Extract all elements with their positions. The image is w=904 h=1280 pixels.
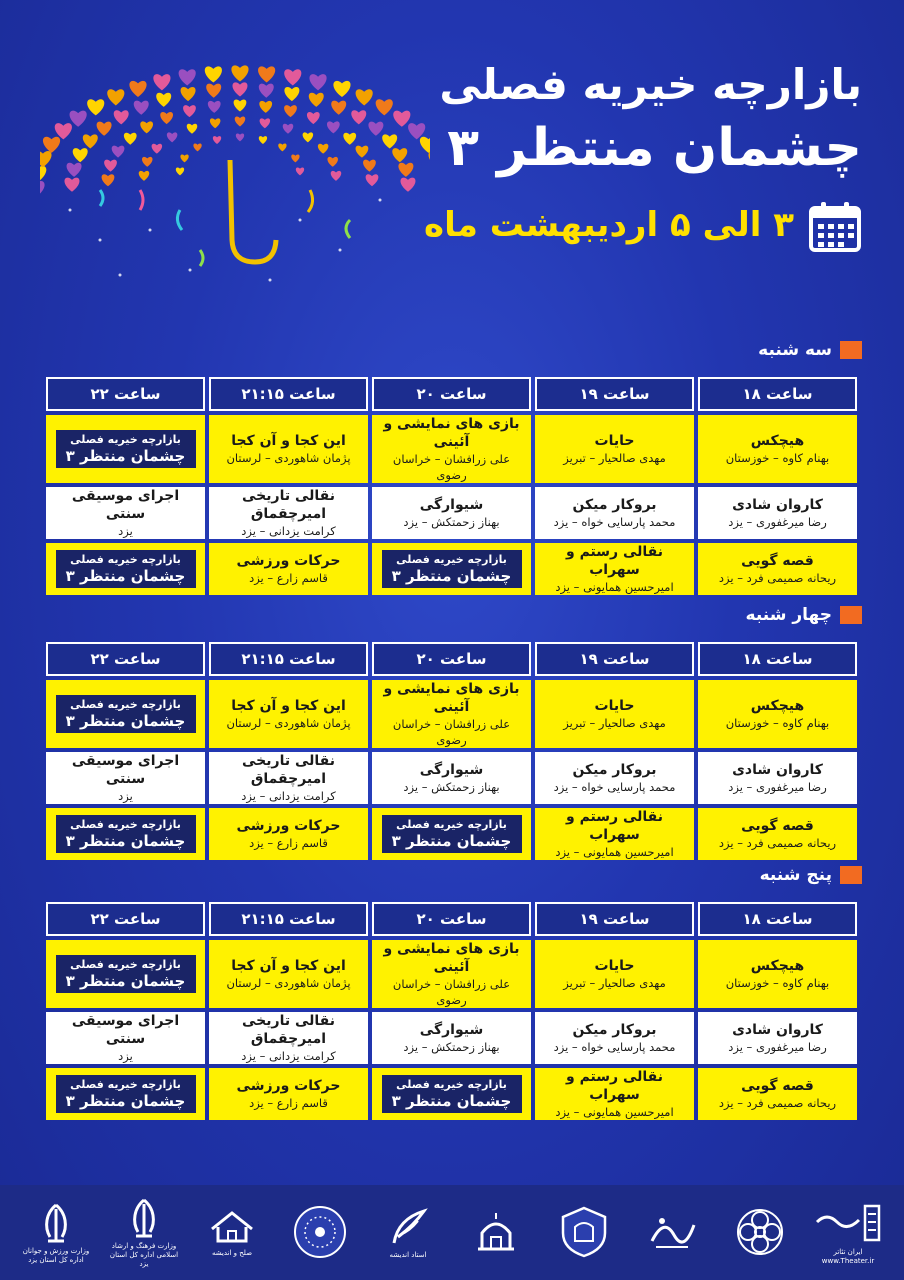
iran-emblem-icon bbox=[124, 1196, 164, 1240]
heart-shape bbox=[206, 84, 221, 98]
program-cell bbox=[209, 543, 368, 595]
program-title: بازی های نمایشی و آئینی bbox=[383, 681, 520, 715]
performer-info: پژمان شاهوردی – لرستان bbox=[226, 451, 351, 465]
program-title: قصه گویی bbox=[741, 818, 814, 834]
orange-marker bbox=[840, 606, 862, 624]
performer-info: پژمان شاهوردی – لرستان bbox=[226, 976, 351, 990]
bazaar-line1: بازارچه خیریه فصلی bbox=[70, 818, 181, 831]
time-slot-header: ساعت ۱۸ bbox=[698, 642, 857, 676]
program-title: بروکار میکن bbox=[572, 1022, 657, 1038]
heart-shape bbox=[428, 151, 430, 167]
iran-theater-logo-logo bbox=[812, 1200, 884, 1266]
heart-shape bbox=[73, 148, 88, 162]
heart-shape bbox=[368, 122, 383, 136]
performer-info: بهنام کاوه – خوزستان bbox=[725, 716, 830, 730]
round-seal-icon bbox=[292, 1204, 348, 1260]
bazaar-slot bbox=[372, 808, 531, 860]
bazaar-slot bbox=[372, 1068, 531, 1120]
program-title: نقالی تاریخی امیرچقماق bbox=[242, 488, 335, 522]
program-cell bbox=[535, 752, 694, 804]
heart-shape bbox=[296, 168, 304, 176]
performer-info: مهدی صالحیار – تبریز bbox=[563, 716, 666, 730]
performer-info: رضا میرغفوری – یزد bbox=[728, 780, 827, 794]
heart-shape bbox=[376, 99, 393, 115]
heart-shape bbox=[231, 65, 248, 81]
time-slot-header: ساعت ۱۹ bbox=[535, 642, 694, 676]
day-name: چهار شنبه bbox=[745, 605, 832, 625]
program-cell bbox=[46, 487, 205, 539]
heart-shape bbox=[343, 133, 356, 145]
performer-info: بهناز زحمتکش – یزد bbox=[403, 1040, 500, 1054]
bazaar-line1: بازارچه خیریه فصلی bbox=[396, 1078, 507, 1091]
heart-shape bbox=[331, 101, 346, 115]
heart-shape bbox=[193, 144, 201, 152]
shield-logo-icon bbox=[559, 1205, 609, 1259]
event-dates: ۳ الی ۵ اردیبهشت ماه bbox=[424, 205, 794, 245]
program-cell bbox=[372, 940, 531, 1008]
day-name: پنج شنبه bbox=[759, 865, 832, 885]
program-title: این کجا و آن کجا bbox=[231, 958, 346, 974]
performer-info: ریحانه صمیمی فرد – یزد bbox=[718, 836, 837, 850]
performer-info: علی زرافشان – خراسان رضوی bbox=[392, 452, 511, 482]
heart-shape bbox=[278, 144, 286, 152]
schedule-row bbox=[46, 1068, 857, 1120]
heart-shape bbox=[40, 151, 52, 167]
bazaar-badge bbox=[382, 815, 522, 853]
bazaar-line2: چشمان منتظر ۳ bbox=[65, 972, 186, 990]
heart-shape bbox=[283, 124, 294, 134]
program-cell bbox=[372, 487, 531, 539]
heart-shape bbox=[284, 105, 297, 117]
performer-info: کرامت یزدانی – یزد bbox=[241, 1049, 336, 1063]
time-slot-header: ساعت ۲۲ bbox=[46, 377, 205, 411]
heart-shape bbox=[327, 157, 338, 167]
performer-info: امیرحسین همایونی – یزد bbox=[555, 1105, 674, 1119]
time-slot-header: ساعت ۱۸ bbox=[698, 377, 857, 411]
time-slot-header: ساعت ۲۰ bbox=[372, 902, 531, 936]
house-logo-icon bbox=[206, 1207, 258, 1247]
bazaar-badge bbox=[56, 695, 196, 733]
program-cell bbox=[372, 415, 531, 483]
program-title: کاروان شادی bbox=[732, 762, 823, 778]
program-title: شیوارگی bbox=[419, 762, 484, 778]
feather-logo-logo bbox=[372, 1205, 444, 1260]
heart-shape bbox=[187, 124, 198, 134]
schedule-row bbox=[46, 808, 857, 860]
heart-shape bbox=[363, 160, 376, 172]
house-logo-logo bbox=[196, 1207, 268, 1258]
umbrella-illustration bbox=[40, 40, 430, 290]
heart-shape bbox=[87, 99, 104, 115]
program-title: این کجا و آن کجا bbox=[231, 433, 346, 449]
heart-shape bbox=[259, 136, 267, 144]
program-title: حرکات ورزشی bbox=[236, 818, 341, 834]
program-title: بازی های نمایشی و آئینی bbox=[383, 941, 520, 975]
heart-shape bbox=[67, 163, 82, 177]
heart-shape bbox=[208, 101, 221, 113]
heart-shape bbox=[318, 144, 329, 154]
program-title: این کجا و آن کجا bbox=[231, 698, 346, 714]
program-cell bbox=[535, 487, 694, 539]
bazaar-badge bbox=[56, 430, 196, 468]
bazaar-slot bbox=[46, 1068, 205, 1120]
program-cell bbox=[698, 940, 857, 1008]
heart-shape bbox=[327, 121, 340, 133]
schedule-table-tuesday bbox=[42, 373, 861, 599]
heart-shape bbox=[356, 146, 369, 158]
program-cell bbox=[698, 415, 857, 483]
heart-shape bbox=[107, 89, 124, 105]
program-cell bbox=[372, 1012, 531, 1064]
time-slot-header: ساعت ۲۱:۱۵ bbox=[209, 902, 368, 936]
shield-logo-logo bbox=[548, 1205, 620, 1261]
program-cell bbox=[372, 680, 531, 748]
performer-info: پژمان شاهوردی – لرستان bbox=[226, 716, 351, 730]
bazaar-slot bbox=[46, 543, 205, 595]
bazaar-line2: چشمان منتظر ۳ bbox=[65, 447, 186, 465]
heart-shape bbox=[401, 178, 416, 192]
bazaar-line2: چشمان منتظر ۳ bbox=[391, 567, 512, 585]
heart-shape bbox=[134, 101, 149, 115]
performer-info: قاسم زارع – یزد bbox=[249, 571, 328, 585]
logo-caption: وزارت فرهنگ و ارشاد اسلامی اداره کل استان یزد bbox=[109, 1242, 179, 1268]
heart-shape bbox=[213, 136, 221, 144]
heart-shape bbox=[258, 66, 275, 82]
program-cell bbox=[46, 1012, 205, 1064]
sponsor-footer bbox=[0, 1185, 904, 1280]
program-title: اجرای موسیقی سنتی bbox=[71, 1013, 180, 1047]
performer-info: علی زرافشان – خراسان رضوی bbox=[392, 717, 511, 747]
bazaar-badge bbox=[56, 815, 196, 853]
performer-info: رضا میرغفوری – یزد bbox=[728, 515, 827, 529]
program-title: اجرای موسیقی سنتی bbox=[71, 488, 180, 522]
program-cell bbox=[209, 680, 368, 748]
poster-title-line1: بازارچه خیریه فصلی bbox=[439, 60, 862, 109]
program-cell bbox=[698, 543, 857, 595]
logo-caption: وزارت ورزش و جوانان اداره کل استان یزد bbox=[22, 1246, 90, 1264]
heart-shape bbox=[104, 160, 117, 172]
heart-shape bbox=[309, 74, 326, 90]
heart-shape bbox=[70, 111, 87, 127]
mosque-logo-icon bbox=[468, 1207, 524, 1257]
schedule-row bbox=[46, 487, 857, 539]
performer-info: قاسم زارع – یزد bbox=[249, 1096, 328, 1110]
calligraphy-logo-icon bbox=[644, 1207, 700, 1257]
program-cell bbox=[535, 808, 694, 860]
time-slot-header: ساعت ۱۹ bbox=[535, 902, 694, 936]
heart-shape bbox=[210, 118, 221, 128]
performer-info: بهنام کاوه – خوزستان bbox=[725, 451, 830, 465]
program-cell bbox=[698, 1012, 857, 1064]
heart-shape bbox=[291, 155, 299, 163]
time-slot-header: ساعت ۱۸ bbox=[698, 902, 857, 936]
heart-shape bbox=[333, 81, 350, 97]
program-cell bbox=[535, 1068, 694, 1120]
heart-shape bbox=[181, 87, 196, 101]
program-title: بروکار میکن bbox=[572, 762, 657, 778]
bazaar-slot bbox=[46, 415, 205, 483]
program-title: حایات bbox=[594, 958, 635, 974]
heart-shape bbox=[112, 146, 125, 158]
performer-info: کرامت یزدانی – یزد bbox=[241, 524, 336, 538]
bazaar-slot bbox=[372, 543, 531, 595]
performer-info: امیرحسین همایونی – یزد bbox=[555, 580, 674, 594]
program-cell bbox=[209, 1012, 368, 1064]
heart-shape bbox=[284, 69, 301, 85]
bazaar-line1: بازارچه خیریه فصلی bbox=[70, 553, 181, 566]
performer-info: مهدی صالحیار – تبریز bbox=[563, 976, 666, 990]
performer-info: محمد پارسایی خواه – یزد bbox=[553, 515, 676, 529]
performer-info: قاسم زارع – یزد bbox=[249, 836, 328, 850]
heart-shape bbox=[420, 137, 430, 153]
bazaar-line1: بازارچه خیریه فصلی bbox=[70, 698, 181, 711]
heart-shape bbox=[366, 174, 379, 186]
calendar-icon bbox=[808, 200, 862, 252]
performer-info: بهنام کاوه – خوزستان bbox=[725, 976, 830, 990]
heart-shape bbox=[331, 171, 342, 181]
schedule-row bbox=[46, 543, 857, 595]
bazaar-line2: چشمان منتظر ۳ bbox=[65, 567, 186, 585]
performer-info: بهناز زحمتکش – یزد bbox=[403, 780, 500, 794]
bazaar-badge bbox=[56, 550, 196, 588]
day-label-tuesday bbox=[758, 340, 862, 360]
program-title: قصه گویی bbox=[741, 1078, 814, 1094]
bazaar-line2: چشمان منتظر ۳ bbox=[65, 1092, 186, 1110]
program-title: کاروان شادی bbox=[732, 1022, 823, 1038]
heart-shape bbox=[40, 166, 46, 182]
bazaar-badge bbox=[382, 1075, 522, 1113]
heart-shape bbox=[160, 112, 173, 124]
performer-info: امیرحسین همایونی – یزد bbox=[555, 845, 674, 859]
performer-info: یزد bbox=[118, 524, 133, 538]
poster-title-line2: چشمان منتظر ۳ bbox=[447, 118, 862, 178]
performer-info: ریحانه صمیمی فرد – یزد bbox=[718, 571, 837, 585]
day-label-thursday bbox=[760, 865, 862, 885]
program-title: قصه گویی bbox=[741, 553, 814, 569]
program-title: اجرای موسیقی سنتی bbox=[71, 753, 180, 787]
program-title: حایات bbox=[594, 433, 635, 449]
heart-shape bbox=[351, 110, 366, 124]
program-title: بازی های نمایشی و آئینی bbox=[383, 416, 520, 450]
heart-shape bbox=[233, 82, 248, 96]
heart-shape bbox=[235, 116, 246, 126]
time-slot-header: ساعت ۲۰ bbox=[372, 377, 531, 411]
heart-shape bbox=[260, 118, 271, 128]
program-cell bbox=[535, 415, 694, 483]
poster-header bbox=[0, 0, 904, 330]
program-title: بروکار میکن bbox=[572, 497, 657, 513]
heart-shape bbox=[124, 133, 137, 145]
bazaar-line1: بازارچه خیریه فصلی bbox=[70, 433, 181, 446]
heart-shape bbox=[153, 74, 170, 90]
logo-caption: استاد اندیشه bbox=[389, 1251, 427, 1259]
heart-shape bbox=[393, 111, 410, 127]
iran-emblem-logo bbox=[108, 1196, 180, 1269]
heart-shape bbox=[152, 144, 163, 154]
heart-shape bbox=[179, 69, 196, 85]
schedule-table-wednesday bbox=[42, 638, 861, 864]
heart-shape bbox=[129, 81, 146, 97]
program-cell bbox=[46, 752, 205, 804]
program-title: حرکات ورزشی bbox=[236, 553, 341, 569]
program-cell bbox=[698, 752, 857, 804]
program-title: هیچکس bbox=[750, 958, 805, 974]
day-label-wednesday bbox=[746, 605, 862, 625]
heart-shape bbox=[114, 110, 129, 124]
bazaar-slot bbox=[46, 940, 205, 1008]
heart-shape bbox=[183, 105, 196, 117]
day-name: سه شنبه bbox=[758, 340, 832, 360]
time-slot-header: ساعت ۲۱:۱۵ bbox=[209, 377, 368, 411]
time-slot-header: ساعت ۲۱:۱۵ bbox=[209, 642, 368, 676]
program-title: حرکات ورزشی bbox=[236, 1078, 341, 1094]
program-cell bbox=[698, 1068, 857, 1120]
time-slot-header: ساعت ۱۹ bbox=[535, 377, 694, 411]
orange-marker bbox=[840, 866, 862, 884]
program-cell bbox=[209, 1068, 368, 1120]
performer-info: یزد bbox=[118, 789, 133, 803]
bazaar-badge bbox=[56, 955, 196, 993]
performer-info: علی زرافشان – خراسان رضوی bbox=[392, 977, 511, 1007]
bazaar-line2: چشمان منتظر ۳ bbox=[65, 832, 186, 850]
logo-caption: صلح و اندیشه bbox=[211, 1249, 253, 1257]
heart-shape bbox=[167, 132, 178, 142]
heart-shape bbox=[102, 174, 115, 186]
iran-emblem-icon bbox=[36, 1201, 76, 1245]
bazaar-line1: بازارچه خیریه فصلی bbox=[396, 818, 507, 831]
heart-shape bbox=[236, 134, 244, 142]
performer-info: ریحانه صمیمی فرد – یزد bbox=[718, 1096, 837, 1110]
heart-shape bbox=[392, 148, 407, 162]
program-cell bbox=[535, 680, 694, 748]
bazaar-line2: چشمان منتظر ۳ bbox=[65, 712, 186, 730]
program-cell bbox=[698, 487, 857, 539]
heart-shape bbox=[307, 112, 320, 124]
program-cell bbox=[698, 808, 857, 860]
heart-shape bbox=[356, 89, 373, 105]
schedule-row bbox=[46, 680, 857, 748]
schedule-row bbox=[46, 1012, 857, 1064]
heart-shape bbox=[234, 99, 247, 111]
performer-info: بهناز زحمتکش – یزد bbox=[403, 515, 500, 529]
program-title: حایات bbox=[594, 698, 635, 714]
performer-info: محمد پارسایی خواه – یزد bbox=[553, 780, 676, 794]
program-cell bbox=[535, 543, 694, 595]
program-title: نقالی رستم و سهراب bbox=[566, 1069, 663, 1103]
program-title: نقالی رستم و سهراب bbox=[566, 544, 663, 578]
program-cell bbox=[209, 808, 368, 860]
feather-logo-icon bbox=[384, 1205, 432, 1249]
performer-info: محمد پارسایی خواه – یزد bbox=[553, 1040, 676, 1054]
round-seal-logo bbox=[284, 1204, 356, 1262]
time-header-row bbox=[46, 902, 857, 936]
program-title: نقالی تاریخی امیرچقماق bbox=[242, 753, 335, 787]
time-slot-header: ساعت ۲۰ bbox=[372, 642, 531, 676]
bazaar-line2: چشمان منتظر ۳ bbox=[391, 1092, 512, 1110]
program-cell bbox=[535, 940, 694, 1008]
heart-shape bbox=[40, 181, 45, 197]
bazaar-line1: بازارچه خیریه فصلی bbox=[396, 553, 507, 566]
logo-caption: ایران تئاتر www.Theater.ir bbox=[821, 1247, 875, 1265]
performer-info: مهدی صالحیار – تبریز bbox=[563, 451, 666, 465]
program-title: نقالی تاریخی امیرچقماق bbox=[242, 1013, 335, 1047]
heart-shape bbox=[142, 157, 153, 167]
heart-shape bbox=[139, 171, 150, 181]
program-cell bbox=[209, 487, 368, 539]
performer-info: یزد bbox=[118, 1049, 133, 1063]
heart-shape bbox=[259, 101, 272, 113]
time-header-row bbox=[46, 642, 857, 676]
program-cell bbox=[209, 415, 368, 483]
bazaar-slot bbox=[46, 808, 205, 860]
orange-marker bbox=[840, 341, 862, 359]
umbrella-hearts bbox=[40, 65, 430, 197]
calligraphy-logo-logo bbox=[636, 1207, 708, 1259]
heart-shape bbox=[83, 134, 98, 148]
program-title: شیوارگی bbox=[419, 1022, 484, 1038]
iran-emblem-logo bbox=[20, 1201, 92, 1265]
iran-theater-logo-icon bbox=[813, 1200, 883, 1246]
bazaar-slot bbox=[46, 680, 205, 748]
program-cell bbox=[698, 680, 857, 748]
heart-shape bbox=[43, 137, 60, 153]
program-cell bbox=[372, 752, 531, 804]
schedule-row bbox=[46, 940, 857, 1008]
bazaar-badge bbox=[56, 1075, 196, 1113]
heart-shape bbox=[180, 155, 188, 163]
program-title: کاروان شادی bbox=[732, 497, 823, 513]
performer-info: رضا میرغفوری – یزد bbox=[728, 1040, 827, 1054]
schedule-table-thursday bbox=[42, 898, 861, 1124]
bazaar-line1: بازارچه خیریه فصلی bbox=[70, 958, 181, 971]
program-cell bbox=[535, 1012, 694, 1064]
heart-shape bbox=[205, 66, 222, 82]
heart-shape bbox=[65, 178, 80, 192]
heart-shape bbox=[398, 163, 413, 177]
mosque-logo-logo bbox=[460, 1207, 532, 1259]
bazaar-badge bbox=[382, 550, 522, 588]
heart-shape bbox=[284, 87, 299, 101]
schedule-row bbox=[46, 415, 857, 483]
program-title: هیچکس bbox=[750, 433, 805, 449]
program-title: نقالی رستم و سهراب bbox=[566, 809, 663, 843]
heart-shape bbox=[382, 134, 397, 148]
performer-info: کرامت یزدانی – یزد bbox=[241, 789, 336, 803]
program-cell bbox=[209, 940, 368, 1008]
rosette-logo-icon bbox=[733, 1205, 787, 1259]
heart-shape bbox=[303, 132, 314, 142]
bazaar-line1: بازارچه خیریه فصلی bbox=[70, 1078, 181, 1091]
heart-shape bbox=[97, 122, 112, 136]
heart-shape bbox=[156, 93, 171, 107]
heart-shape bbox=[176, 168, 184, 176]
rosette-logo-logo bbox=[724, 1205, 796, 1261]
heart-shape bbox=[140, 121, 153, 133]
heart-shape bbox=[309, 93, 324, 107]
sponsor-logos bbox=[20, 1195, 884, 1270]
time-slot-header: ساعت ۲۲ bbox=[46, 902, 205, 936]
time-slot-header: ساعت ۲۲ bbox=[46, 642, 205, 676]
program-cell bbox=[209, 752, 368, 804]
program-title: هیچکس bbox=[750, 698, 805, 714]
schedule-row bbox=[46, 752, 857, 804]
program-title: شیوارگی bbox=[419, 497, 484, 513]
bazaar-line2: چشمان منتظر ۳ bbox=[391, 832, 512, 850]
time-header-row bbox=[46, 377, 857, 411]
heart-shape bbox=[259, 84, 274, 98]
